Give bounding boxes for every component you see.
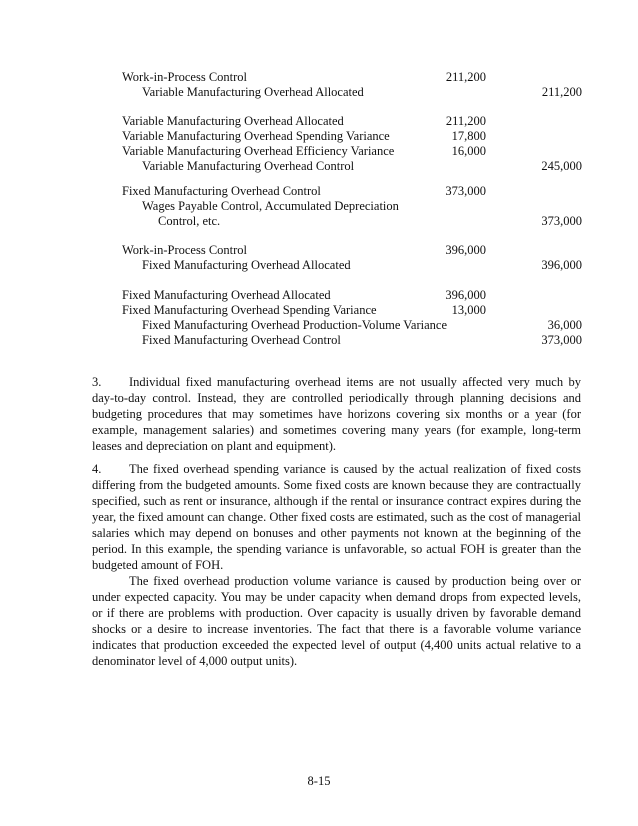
entry-line xyxy=(122,85,582,100)
debit-amount: 396,000 xyxy=(445,288,486,302)
entry-line xyxy=(122,333,582,348)
answer-text: The fixed overhead production volume variance is caused by production being over or under expected capacity. You may be under capacity when demand drops from expected levels, or if there are problems with production. Over capacity is usually driven by favorable demand shocks or a desire to increase inventories. The fact that there is a favorable volume variance indicates that production exceeded the expected level of output (4,400 units actual relative to a denominator level of 4,000 output units). xyxy=(92,574,581,668)
account-name: Fixed Manufacturing Overhead Control xyxy=(142,333,341,347)
credit-amount: 373,000 xyxy=(541,333,582,347)
account-name: Fixed Manufacturing Overhead Allocated xyxy=(122,288,331,302)
entry-line xyxy=(122,184,582,199)
answer-3 xyxy=(92,374,581,454)
entry-line xyxy=(122,144,582,159)
account-name: Fixed Manufacturing Overhead Production-Volume Variance xyxy=(142,318,448,332)
account-name: Variable Manufacturing Overhead Efficiency Variance xyxy=(122,144,395,158)
account-name: Work-in-Process Control xyxy=(122,70,248,84)
entry-line xyxy=(122,258,582,273)
credit-amount: 211,200 xyxy=(541,85,582,99)
account-name: Wages Payable Control, Accumulated Depreciation xyxy=(142,199,399,213)
account-name: Fixed Manufacturing Overhead Control xyxy=(122,184,321,198)
account-name: Work-in-Process Control xyxy=(122,243,248,257)
credit-amount: 36,000 xyxy=(547,318,582,332)
entry-line xyxy=(122,129,582,144)
credit-amount: 396,000 xyxy=(541,258,582,272)
journal-entry-4 xyxy=(122,243,582,273)
entry-line xyxy=(122,288,582,303)
entry-line xyxy=(122,303,582,318)
entry-line xyxy=(122,243,582,258)
entry-line xyxy=(122,199,582,214)
answer-4 xyxy=(92,461,581,669)
answer-number: 3. xyxy=(92,375,102,389)
debit-amount: 211,200 xyxy=(445,70,486,84)
journal-entry-1 xyxy=(122,70,582,100)
answer-paragraph xyxy=(92,573,581,669)
debit-amount: 396,000 xyxy=(445,243,486,257)
page-number: 8-15 xyxy=(307,774,331,788)
answer-paragraph xyxy=(92,374,581,454)
account-name: Fixed Manufacturing Overhead Allocated xyxy=(142,258,351,272)
account-name: Variable Manufacturing Overhead Spending Variance xyxy=(122,129,390,143)
answer-text: The fixed overhead spending variance is caused by the actual realization of fixed costs differing from the budgeted amounts. Some fixed costs are known because they are contractually specified, such as rent or insurance, although if the rental or insurance contract expires during the year, the fixed amount can change. Other fixed costs are estimated, such as the cost of managerial salaries which may depend on bonuses and other payments not known at the beginning of the period. In this example, the spending variance is unfavorable, so actual FOH is greater than the budgeted amount of FOH. xyxy=(92,462,581,572)
entry-line xyxy=(122,114,582,129)
debit-amount: 17,800 xyxy=(451,129,486,143)
debit-amount: 13,000 xyxy=(451,303,486,317)
credit-amount: 373,000 xyxy=(541,214,582,228)
account-name: Fixed Manufacturing Overhead Spending Variance xyxy=(122,303,377,317)
debit-amount: 16,000 xyxy=(451,144,486,158)
journal-entry-5 xyxy=(122,288,582,348)
debit-amount: 211,200 xyxy=(445,114,486,128)
entry-line xyxy=(122,318,582,333)
journal-entry-2 xyxy=(122,114,582,174)
account-name: Variable Manufacturing Overhead Allocated xyxy=(142,85,364,99)
answer-paragraph xyxy=(92,461,581,573)
journal-entry-3 xyxy=(122,184,582,229)
entry-line xyxy=(122,214,582,229)
answer-number: 4. xyxy=(92,462,102,476)
entry-line xyxy=(122,70,582,85)
answer-text: Individual fixed manufacturing overhead items are not usually affected very much by day-to-day control. Instead, they are controlled periodically through planning decisions and budgeting procedures that may sometimes have horizons covering six months or a year (for example, management salaries) and sometimes covering many years (for example, long-term leases and depreciation on plant and equipment). xyxy=(92,375,581,453)
account-name: Variable Manufacturing Overhead Allocated xyxy=(122,114,344,128)
account-name: Control, etc. xyxy=(158,214,221,228)
entry-line xyxy=(122,159,582,174)
credit-amount: 245,000 xyxy=(541,159,582,173)
account-name: Variable Manufacturing Overhead Control xyxy=(142,159,355,173)
debit-amount: 373,000 xyxy=(445,184,486,198)
